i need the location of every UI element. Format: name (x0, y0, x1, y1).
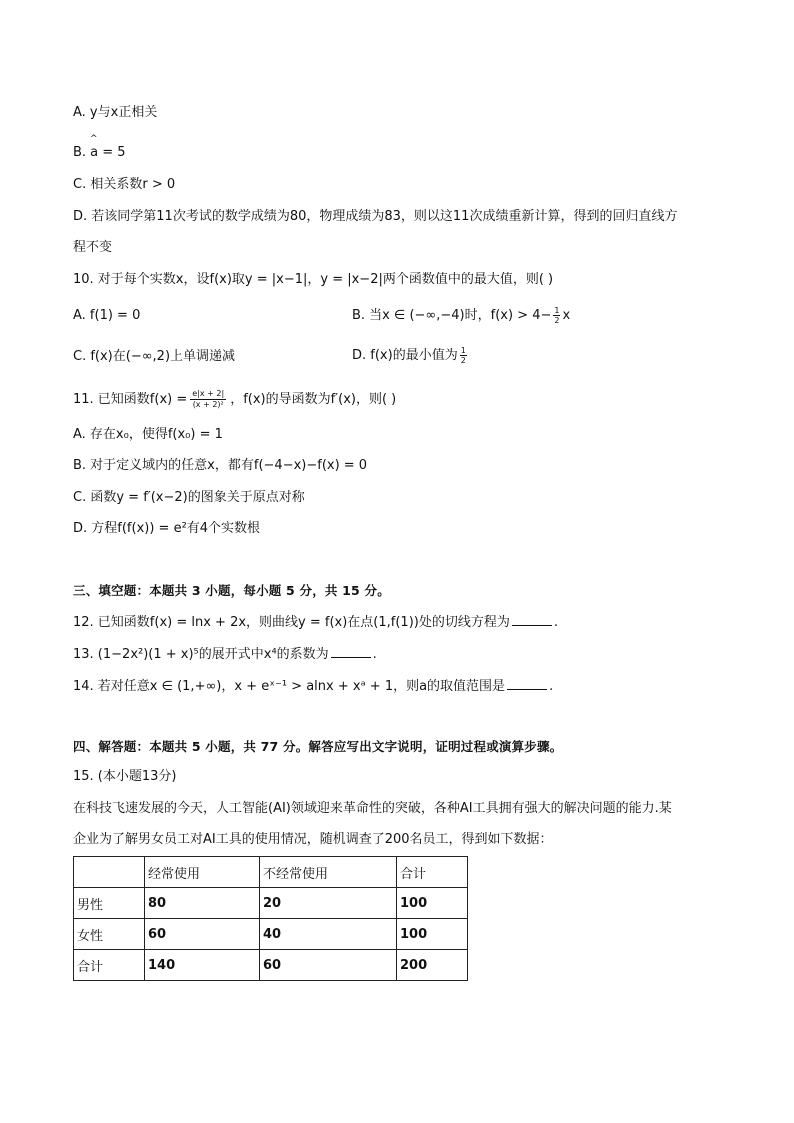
section-4-heading: 四、解答题：本题共 5 小题，共 77 分。解答应写出文字说明，证明过程或演算步骤。 (73, 739, 563, 754)
q13-end: . (372, 647, 377, 662)
q13 (73, 645, 377, 664)
table-cell: 20 (260, 888, 397, 919)
q15-paragraph-line1: 在科技飞速发展的今天，人工智能(AI)领域迎来革命性的突破，各种AI工具拥有强大的解决问题的能力.某 (73, 801, 672, 816)
table-cell: 100 (397, 919, 468, 950)
q10-option-d (352, 346, 469, 365)
q10-option-b-suffix: x (562, 308, 571, 323)
q10-option-d-fraction (460, 346, 467, 365)
q10-option-d-prefix: D. f(x)的最小值为 (352, 348, 458, 363)
q11-option-a: A. 存在x₀，使得f(x₀) = 1 (73, 427, 223, 442)
q11-stem (73, 389, 396, 410)
section-3-heading: 三、填空题：本题共 3 小题，每小题 5 分，共 15 分。 (73, 583, 390, 598)
table-cell: 140 (145, 950, 260, 981)
fraction-numerator: 1 (554, 306, 560, 315)
answer-blank[interactable] (507, 677, 547, 690)
table-row (74, 950, 468, 981)
table-cell: 男性 (74, 888, 145, 919)
q9-option-d-line2: 程不变 (73, 240, 113, 255)
table-cell: 合计 (74, 950, 145, 981)
q10-option-c: C. f(x)在(−∞,2)上单调递减 (73, 349, 236, 364)
q11-fraction (190, 389, 226, 410)
q14-end: . (549, 679, 554, 694)
q9-option-a: A. y与x正相关 (73, 105, 158, 120)
q9-option-b: B. a = 5 (73, 145, 126, 160)
table-cell: 200 (397, 950, 468, 981)
q10-option-b-fraction (553, 306, 560, 325)
q10-stem: 10. 对于每个实数x，设f(x)取y = |x−1|，y = |x−2|两个函数值中的最大值，则( ) (73, 272, 554, 287)
q9-option-d-line1: D. 若该同学第11次考试的数学成绩为80，物理成绩为83，则以这11次成绩重新计算，得到的回归直线方 (73, 209, 678, 224)
survey-table (73, 856, 468, 981)
q10-option-b-prefix: B. 当x ∈ (−∞,−4)时，f(x) > 4− (352, 308, 552, 323)
fraction-numerator: e|x + 2| (192, 389, 225, 398)
q12-end: . (553, 615, 558, 630)
table-cell: 100 (397, 888, 468, 919)
q15-paragraph-line2: 企业为了解男女员工对AI工具的使用情况，随机调查了200名员工，得到如下数据： (73, 832, 553, 847)
table-cell: 40 (260, 919, 397, 950)
answer-blank[interactable] (331, 645, 371, 658)
answer-blank[interactable] (512, 613, 552, 626)
table-header-cell (74, 857, 145, 888)
q11-option-c: C. 函数y = f′(x−2)的图象关于原点对称 (73, 490, 305, 505)
hat-symbol: ^ (90, 134, 98, 144)
table-header-cell: 经常使用 (145, 857, 260, 888)
q11-stem-prefix: 11. 已知函数f(x) = (73, 392, 188, 407)
q14-text: 14. 若对任意x ∈ (1,+∞)，x + eˣ⁻¹ > alnx + xᵃ + 1，则a的取值范围是 (73, 679, 506, 694)
q13-text: 13. (1−2x²)(1 + x)⁵的展开式中x⁴的系数为 (73, 647, 329, 662)
q9-option-c: C. 相关系数r > 0 (73, 177, 176, 192)
table-header-cell: 合计 (397, 857, 468, 888)
table-row (74, 919, 468, 950)
q11-stem-suffix: ，f(x)的导函数为f′(x)，则( ) (230, 392, 397, 407)
q12 (73, 613, 558, 632)
table-header-row (74, 857, 468, 888)
table-cell: 女性 (74, 919, 145, 950)
q11-option-b: B. 对于定义域内的任意x，都有f(−4−x)−f(x) = 0 (73, 458, 368, 473)
q10-option-a: A. f(1) = 0 (73, 308, 141, 323)
q10-option-b (352, 306, 570, 325)
table-cell: 80 (145, 888, 260, 919)
fraction-denominator: (x + 2)² (192, 400, 224, 409)
fraction-denominator: 2 (460, 356, 466, 365)
q12-text: 12. 已知函数f(x) = lnx + 2x，则曲线y = f(x)在点(1,f(1))处的切线方程为 (73, 615, 510, 630)
table-cell: 60 (260, 950, 397, 981)
table-header-cell: 不经常使用 (260, 857, 397, 888)
fraction-denominator: 2 (554, 316, 560, 325)
fraction-numerator: 1 (460, 346, 466, 355)
table-cell: 60 (145, 919, 260, 950)
q11-option-d: D. 方程f(f(x)) = e²有4个实数根 (73, 521, 261, 536)
q15-label: 15. (本小题13分) (73, 769, 177, 784)
table-row (74, 888, 468, 919)
q14 (73, 677, 553, 696)
